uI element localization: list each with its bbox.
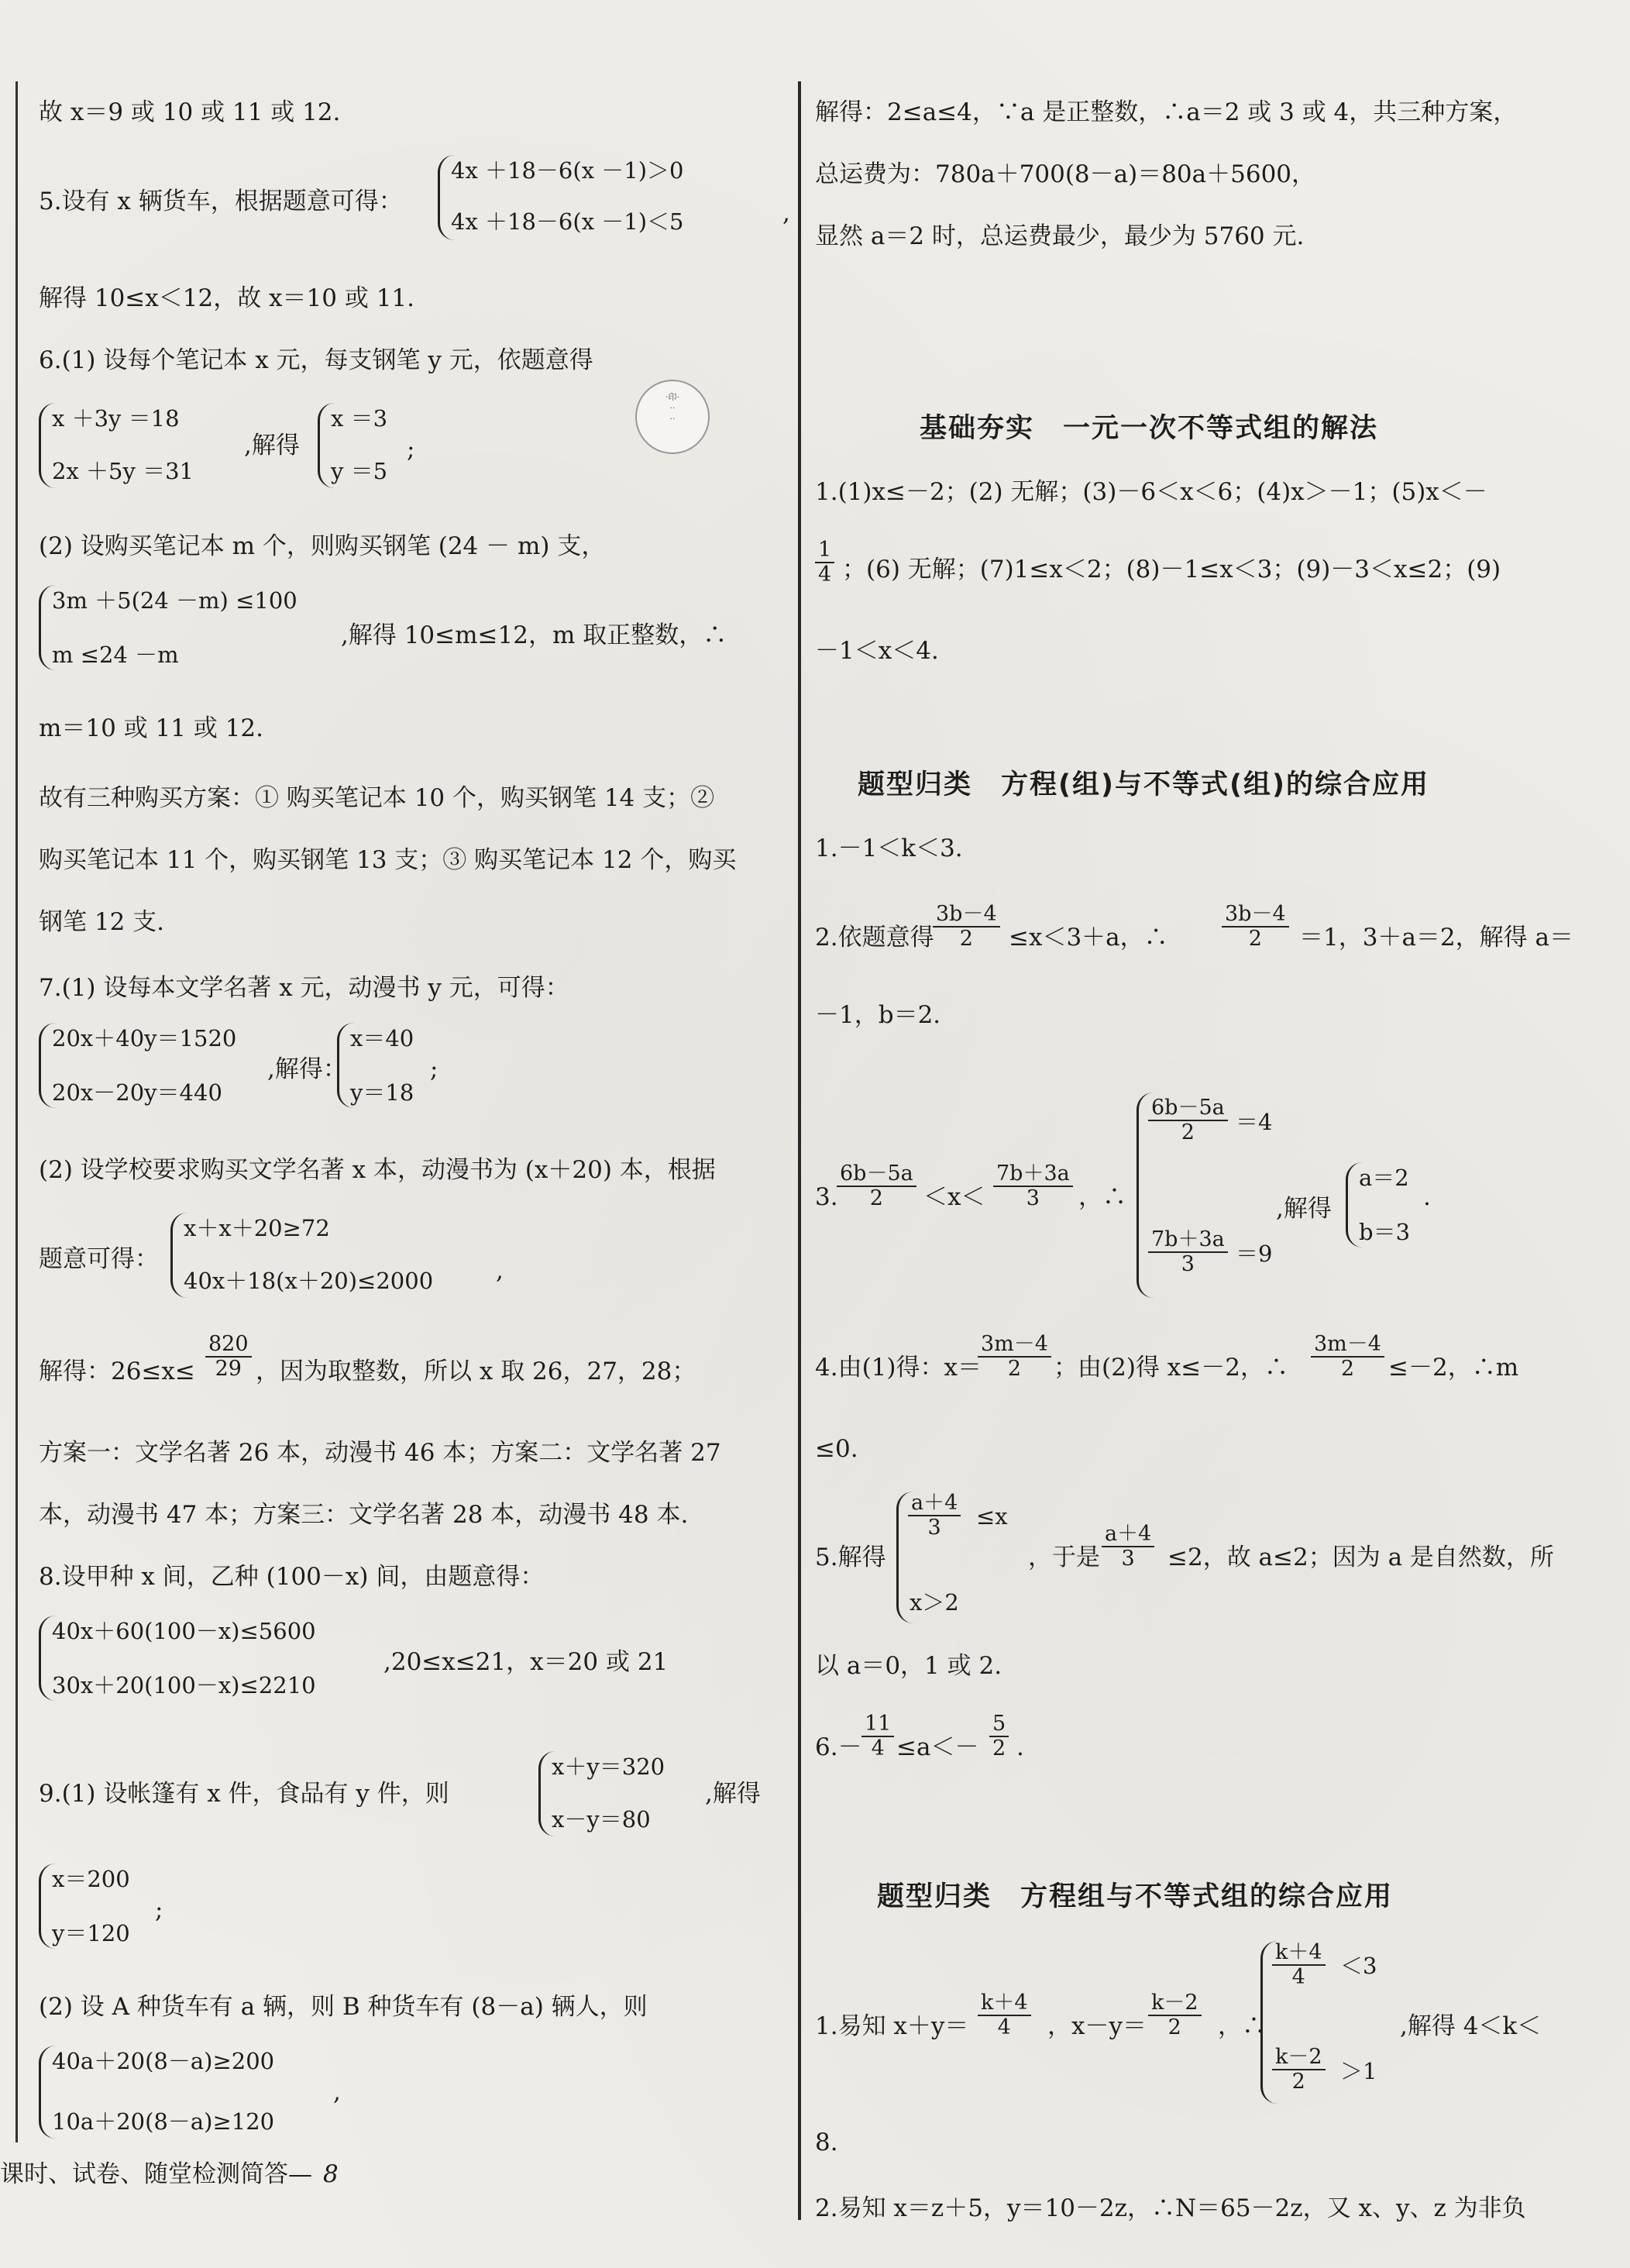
system-row: ＜3 xyxy=(1340,1953,1377,1979)
system-row: x＝200 xyxy=(52,1866,130,1892)
equation-system xyxy=(39,1616,390,1701)
text-fragment: 3. xyxy=(815,1183,838,1211)
text-line: 8. xyxy=(815,2129,838,2156)
text-line: 4.由(1)得：x＝ xyxy=(815,1354,982,1382)
fraction xyxy=(1148,1228,1228,1276)
text-fragment: ,解得 10≤m≤12，m 取正整数，∴ xyxy=(341,621,727,649)
text-line: 5.解得 xyxy=(815,1544,886,1571)
fraction xyxy=(1148,1096,1228,1144)
fraction xyxy=(989,1712,1009,1760)
punct: , xyxy=(782,199,790,227)
text-line: m＝10 或 11 或 12. xyxy=(39,714,264,742)
denominator: 29 xyxy=(215,1357,242,1381)
denominator: 2 xyxy=(869,1186,883,1210)
text-fragment: ；(6) 无解；(7)1≤x＜2；(8)－1≤x＜3；(9)－3＜x≤2；(9) xyxy=(842,556,1501,583)
text-line: 解得：2≤a≤4，∵a 是正整数，∴a＝2 或 3 或 4，共三种方案， xyxy=(815,98,1518,126)
punct: , xyxy=(333,2078,341,2106)
text-line: 2.易知 x＝z＋5，y＝10－2z，∴N＝65－2z，又 x、y、z 为非负 xyxy=(815,2194,1526,2222)
fraction xyxy=(933,903,1000,951)
system-row: m ≤24 －m xyxy=(52,642,179,668)
numerator: a＋4 xyxy=(908,1492,961,1516)
fraction xyxy=(993,1162,1073,1210)
system-row: 20x－20y＝440 xyxy=(52,1079,222,1106)
text-fragment: ≤－2，∴m xyxy=(1388,1354,1519,1382)
numerator: k＋4 xyxy=(1272,1941,1326,1966)
fraction xyxy=(1272,1941,1326,1989)
text-line: 解得 10≤x＜12，故 x＝10 或 11. xyxy=(39,284,414,312)
system-row: ＝4 xyxy=(1236,1109,1273,1135)
text-fragment: ；由(2)得 x≤－2，∴ xyxy=(1054,1354,1288,1382)
text-line: 6.(1) 设每个笔记本 x 元，每支钢笔 y 元，依题意得 xyxy=(39,346,593,374)
fraction xyxy=(1222,903,1289,951)
fraction xyxy=(1148,1991,1202,2039)
equation-system xyxy=(337,1023,432,1108)
system-row: 10a＋20(8－a)≥120 xyxy=(52,2108,275,2135)
system-row: x ＝3 xyxy=(331,405,388,432)
text-line: 题意可得： xyxy=(39,1245,159,1273)
system-row: ＝9 xyxy=(1236,1241,1273,1267)
numerator: k＋4 xyxy=(978,1991,1031,2016)
text-line: 9.(1) 设帐篷有 x 件，食品有 y 件，则 xyxy=(39,1780,449,1808)
fraction xyxy=(815,539,834,587)
fraction xyxy=(861,1712,894,1760)
text-fragment: ,解得 4＜k＜ xyxy=(1400,2012,1542,2040)
denominator: 3 xyxy=(1121,1547,1135,1571)
footer-text: 课时、试卷、随堂检测简答— xyxy=(0,2160,312,2188)
numerator: 820 xyxy=(205,1333,252,1358)
text-fragment: ，因为取整数，所以 x 取 26，27，28； xyxy=(256,1358,696,1385)
numerator: 6b－5a xyxy=(837,1162,916,1187)
numerator: 1 xyxy=(815,539,834,563)
fraction xyxy=(1102,1523,1154,1571)
denominator: 4 xyxy=(818,563,832,587)
system-row: 40a＋20(8－a)≥200 xyxy=(52,2048,275,2074)
numerator: 3b－4 xyxy=(1222,903,1289,928)
text-fragment: ≤a＜－ xyxy=(896,1733,979,1761)
equation-system xyxy=(896,1492,1038,1623)
system-row: 2x ＋5y ＝31 xyxy=(52,458,194,484)
numerator: 3b－4 xyxy=(933,903,1000,928)
text-line: (2) 设学校要求购买文学名著 x 本，动漫书为 (x＋20) 本，根据 xyxy=(39,1156,716,1184)
punct: . xyxy=(1423,1183,1431,1211)
text-line: 总运费为：780a＋700(8－a)＝80a＋5600， xyxy=(815,160,1316,188)
system-row: 4x ＋18－6(x －1)＞0 xyxy=(451,157,684,184)
text-line: －1＜x＜4. xyxy=(815,637,939,665)
denominator: 2 xyxy=(992,1736,1006,1760)
system-row: 30x＋20(100－x)≤2210 xyxy=(52,1672,316,1698)
system-row: x＝40 xyxy=(350,1025,414,1051)
text-line: ≤0. xyxy=(815,1435,858,1463)
punct: ; xyxy=(407,435,415,463)
equation-system xyxy=(538,1751,719,1836)
system-row: x－y＝80 xyxy=(552,1806,651,1833)
denominator: 3 xyxy=(927,1516,941,1540)
text-fragment: ，∴ xyxy=(1078,1183,1126,1211)
numerator: a＋4 xyxy=(1102,1523,1154,1547)
punct: ; xyxy=(430,1055,438,1083)
system-row: y＝120 xyxy=(52,1920,130,1946)
system-row: y ＝5 xyxy=(331,458,388,484)
numerator: k－2 xyxy=(1148,1991,1202,2016)
equation-system xyxy=(39,585,343,670)
text-line: 6.－ xyxy=(815,1733,862,1761)
text-line: 8.设甲种 x 间，乙种 (100－x) 间，由题意得： xyxy=(39,1563,545,1591)
text-line: 方案一：文学名著 26 本，动漫书 46 本；方案二：文学名著 27 xyxy=(39,1439,721,1467)
system-row: 4x ＋18－6(x －1)＜5 xyxy=(451,208,684,235)
text-line: 故有三种购买方案：① 购买笔记本 10 个，购买钢笔 14 支；② xyxy=(39,784,715,812)
text-line: 显然 a＝2 时，总运费最少，最少为 5760 元. xyxy=(815,222,1305,250)
fraction xyxy=(1311,1333,1384,1381)
numerator: 3m－4 xyxy=(978,1333,1051,1358)
denominator: 2 xyxy=(1291,2070,1305,2094)
column-divider xyxy=(798,81,801,2220)
system-row: 3m ＋5(24 －m) ≤100 xyxy=(52,587,297,614)
system-row: 40x＋18(x＋20)≤2000 xyxy=(184,1268,434,1294)
text-fragment: ,解得 xyxy=(244,432,300,459)
text-fragment: ,解得 xyxy=(705,1780,761,1808)
denominator: 2 xyxy=(1340,1357,1355,1381)
denominator: 3 xyxy=(1026,1186,1040,1210)
denominator: 4 xyxy=(871,1736,885,1760)
text-line: 1.易知 x＋y＝ xyxy=(815,2012,969,2040)
numerator: 6b－5a xyxy=(1148,1096,1228,1121)
text-fragment: ，x－y＝ xyxy=(1047,2012,1147,2040)
stamp-seal: ·印· ·· ·· xyxy=(635,380,710,454)
denominator: 2 xyxy=(1167,2015,1181,2039)
section-heading: 基础夯实 一元一次不等式组的解法 xyxy=(920,413,1379,444)
denominator: 2 xyxy=(1007,1357,1022,1381)
numerator: 11 xyxy=(861,1712,894,1737)
denominator: 4 xyxy=(1291,1965,1305,1989)
text-fragment: ，于是 xyxy=(1028,1544,1100,1571)
system-row: x＞2 xyxy=(910,1589,959,1616)
fraction xyxy=(205,1333,252,1381)
text-line: 1.(1)x≤－2；(2) 无解；(3)－6＜x＜6；(4)x＞－1；(5)x＜－ xyxy=(815,478,1487,506)
denominator: 2 xyxy=(1248,927,1262,951)
text-line: 购买笔记本 11 个，购买钢笔 13 支；③ 购买笔记本 12 个，购买 xyxy=(39,846,737,874)
numerator: k－2 xyxy=(1272,2046,1326,2070)
text-fragment: ＜x＜ xyxy=(923,1183,985,1211)
fraction xyxy=(837,1162,916,1210)
denominator: 3 xyxy=(1181,1252,1195,1276)
equation-system xyxy=(39,2046,328,2139)
text-line: 7.(1) 设每本文学名著 x 元，动漫书 y 元，可得： xyxy=(39,974,569,1002)
text-line: 钢笔 12 支. xyxy=(39,908,165,936)
system-row: ＞1 xyxy=(1340,2058,1377,2084)
equation-system xyxy=(1137,1093,1286,1298)
text-fragment: ≤x＜3＋a，∴ xyxy=(1009,924,1168,952)
fraction xyxy=(978,1991,1031,2039)
denominator: 4 xyxy=(997,2015,1011,2039)
text-fragment: ,解得 xyxy=(1276,1195,1332,1223)
equation-system xyxy=(1346,1162,1433,1248)
punct: , xyxy=(496,1257,504,1285)
system-row: x＋x＋20≥72 xyxy=(184,1215,330,1241)
fraction xyxy=(978,1333,1051,1381)
denominator: 2 xyxy=(1181,1120,1195,1144)
page-number: 8 xyxy=(323,2160,339,2188)
equation-system xyxy=(1260,1941,1410,2104)
numerator: 3m－4 xyxy=(1311,1333,1384,1358)
equation-system xyxy=(39,1023,281,1108)
system-row: ≤x xyxy=(976,1503,1008,1530)
text-fragment: ≤2，故 a≤2；因为 a 是自然数，所 xyxy=(1167,1544,1554,1571)
system-row: b＝3 xyxy=(1359,1219,1411,1245)
text-line: 故 x＝9 或 10 或 11 或 12. xyxy=(39,98,341,126)
system-row: a＝2 xyxy=(1359,1165,1409,1191)
system-row: 20x＋40y＝1520 xyxy=(52,1025,237,1051)
text-fragment: ＝1，3＋a＝2，解得 a＝ xyxy=(1299,924,1573,952)
text-line: 以 a＝0，1 或 2. xyxy=(815,1652,1002,1680)
numerator: 5 xyxy=(989,1712,1009,1737)
left-margin-rule xyxy=(15,81,18,2142)
text-fragment: ，∴ xyxy=(1218,2012,1266,2040)
text-line: 解得：26≤x≤ xyxy=(39,1358,195,1385)
numerator: 7b＋3a xyxy=(1148,1228,1228,1253)
punct: ; xyxy=(155,1896,163,1924)
system-row: x ＋3y ＝18 xyxy=(52,405,180,432)
denominator: 2 xyxy=(959,927,973,951)
system-row: x＋y＝320 xyxy=(552,1753,665,1780)
text-line: (2) 设购买笔记本 m 个，则购买钢笔 (24 － m) 支， xyxy=(39,532,606,560)
text-line: 本，动漫书 47 本；方案三：文学名著 28 本，动漫书 48 本. xyxy=(39,1501,689,1529)
text-fragment: ,20≤x≤21，x＝20 或 21 xyxy=(383,1648,669,1676)
text-line: －1，b＝2. xyxy=(815,1001,941,1029)
text-line: 1.－1＜k＜3. xyxy=(815,835,963,862)
equation-system xyxy=(438,155,758,240)
equation-system xyxy=(39,1864,165,1949)
equation-system xyxy=(39,403,250,488)
text-fragment: ,解得： xyxy=(267,1055,347,1083)
punct: . xyxy=(1016,1733,1024,1761)
section-heading: 题型归类 方程(组)与不等式(组)的综合应用 xyxy=(858,769,1429,800)
system-row: y＝18 xyxy=(350,1079,414,1106)
system-row: 40x＋60(100－x)≤5600 xyxy=(52,1618,316,1644)
numerator: 7b＋3a xyxy=(993,1162,1073,1187)
text-line: 5.设有 x 辆货车，根据题意可得： xyxy=(39,188,403,215)
fraction xyxy=(1272,2046,1326,2094)
page-footer xyxy=(0,2154,339,2189)
text-line: (2) 设 A 种货车有 a 辆，则 B 种货车有 (8－a) 辆人，则 xyxy=(39,1993,648,2021)
fraction xyxy=(908,1492,961,1540)
text-line: 2.依题意得 xyxy=(815,924,934,952)
equation-system xyxy=(170,1213,506,1298)
section-heading: 题型归类 方程组与不等式组的综合应用 xyxy=(877,1881,1394,1912)
